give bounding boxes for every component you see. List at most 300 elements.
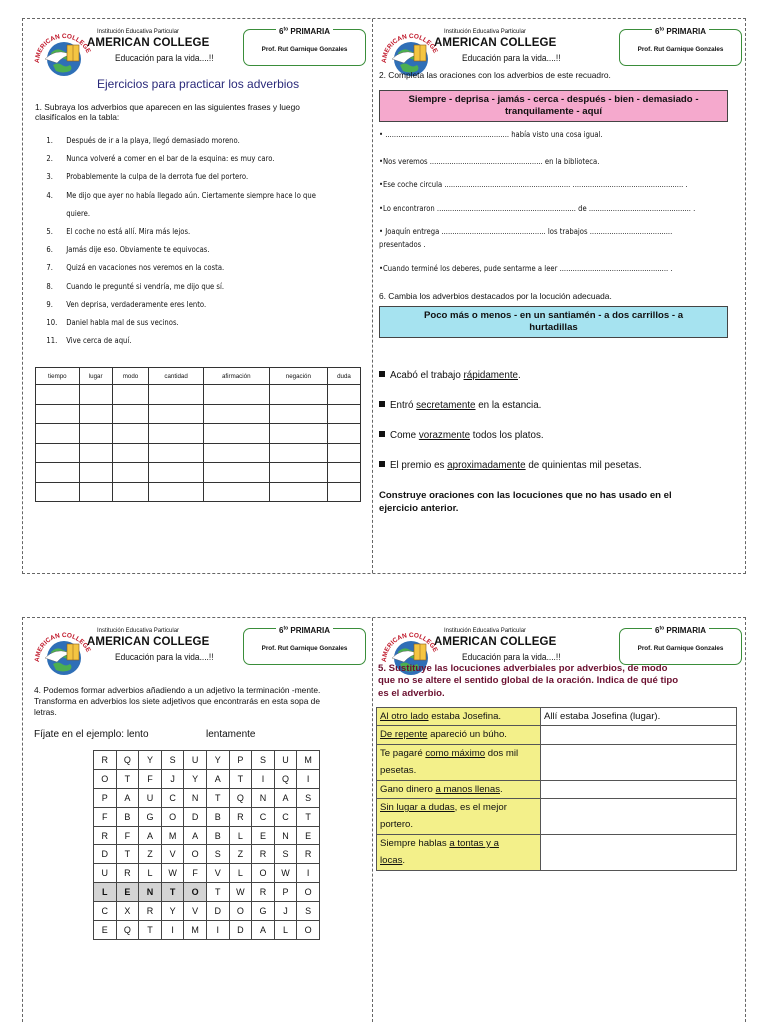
grade-label: $6^{to}$ PRIMARIA bbox=[244, 625, 365, 635]
professor-name: Prof. Rut Garnique Gonzales bbox=[637, 645, 724, 652]
grid-letter[interactable]: O bbox=[161, 807, 184, 826]
grid-letter[interactable]: L bbox=[94, 883, 117, 902]
highlighted-adverb: rápidamente bbox=[463, 370, 518, 381]
grid-letter[interactable]: D bbox=[206, 902, 229, 921]
grid-letter[interactable]: M bbox=[161, 826, 184, 845]
table-cell[interactable] bbox=[328, 482, 361, 502]
table-cell[interactable] bbox=[269, 463, 327, 483]
cell-line: Gano dinero a manos llenas. bbox=[380, 783, 503, 795]
exercise-6-instructions: 6. Cambia los adverbios destacados por la locución adecuada. bbox=[379, 291, 612, 301]
cell-line: Te pagaré como máximo dos mil bbox=[380, 747, 519, 759]
table-cell[interactable] bbox=[328, 424, 361, 444]
sentence-text: Me dijo que ayer no había llegado aún. Ciertamente siempre hace lo que bbox=[66, 190, 316, 200]
grid-letter[interactable]: R bbox=[139, 902, 162, 921]
cell-line: locas. bbox=[380, 855, 406, 867]
table-cell[interactable] bbox=[328, 443, 361, 463]
table-header: afirmación bbox=[203, 368, 269, 385]
table-cell[interactable] bbox=[36, 424, 80, 444]
grid-letter[interactable]: W bbox=[161, 864, 184, 883]
adverb-word-box: Siempre - deprisa - jamás - cerca - después - bien - demasiado - tranquilamente - aquí bbox=[379, 90, 728, 122]
grid-letter[interactable]: T bbox=[206, 883, 229, 902]
table-row bbox=[377, 744, 737, 780]
table-cell[interactable] bbox=[79, 443, 112, 463]
grid-letter[interactable]: O bbox=[297, 921, 320, 940]
grid-letter[interactable]: R bbox=[252, 883, 275, 902]
page-title: Ejercicios para practicar los adverbios bbox=[97, 77, 300, 91]
grid-letter[interactable]: E bbox=[94, 921, 117, 940]
professor-name: Prof. Rut Garnique Gonzales bbox=[261, 645, 348, 652]
grid-letter[interactable]: E bbox=[252, 826, 275, 845]
grid-letter[interactable]: T bbox=[229, 769, 252, 788]
grid-letter[interactable]: T bbox=[116, 769, 139, 788]
grid-letter[interactable]: F bbox=[116, 826, 139, 845]
school-name: AMERICAN COLLEGE bbox=[434, 37, 557, 49]
school-name: AMERICAN COLLEGE bbox=[87, 37, 210, 49]
grid-letter[interactable]: I bbox=[297, 769, 320, 788]
grid-letter[interactable]: W bbox=[274, 864, 297, 883]
table-cell[interactable] bbox=[203, 463, 269, 483]
locution-word-box: Poco más o menos - en un santiamén - a dos carrillos - a hurtadillas bbox=[379, 306, 728, 338]
table-row bbox=[377, 780, 737, 798]
table-cell[interactable] bbox=[36, 385, 80, 405]
table-cell[interactable] bbox=[36, 463, 80, 483]
grid-letter[interactable]: B bbox=[116, 807, 139, 826]
adverbial-locution: como máximo bbox=[425, 747, 486, 759]
table-cell[interactable] bbox=[149, 443, 203, 463]
exercise-1-instructions: 1. Subraya los adverbios que aparecen en las siguientes frases y luego clasifícalos en la tabla: bbox=[35, 102, 300, 122]
classification-table bbox=[35, 367, 361, 502]
grid-letter[interactable]: N bbox=[274, 826, 297, 845]
grid-letter[interactable]: O bbox=[94, 769, 117, 788]
table-row bbox=[36, 385, 361, 405]
school-header bbox=[31, 622, 366, 680]
grid-letter[interactable]: R bbox=[229, 807, 252, 826]
locution-sentence bbox=[379, 430, 544, 441]
svg-text:AMERICAN COLLEGE: AMERICAN COLLEGE bbox=[380, 631, 439, 663]
grid-letter[interactable]: C bbox=[161, 788, 184, 807]
grid-letter[interactable]: D bbox=[184, 807, 207, 826]
sentence-text: . bbox=[518, 370, 521, 381]
grid-letter[interactable]: R bbox=[252, 845, 275, 864]
svg-text:AMERICAN COLLEGE: AMERICAN COLLEGE bbox=[33, 631, 92, 663]
grid-letter[interactable]: O bbox=[184, 845, 207, 864]
school-name: AMERICAN COLLEGE bbox=[434, 636, 557, 648]
institution-label: Institución Educativa Particular bbox=[444, 628, 527, 634]
table-cell[interactable] bbox=[328, 404, 361, 424]
fill-in-sentence[interactable]: presentados . bbox=[379, 240, 426, 249]
grid-letter[interactable]: L bbox=[229, 864, 252, 883]
grid-row bbox=[94, 769, 320, 788]
table-cell[interactable] bbox=[269, 404, 327, 424]
sentence-number: 6. bbox=[46, 245, 53, 255]
table-cell[interactable] bbox=[149, 424, 203, 444]
fill-in-sentence[interactable]: •Lo encontraron ................................................................ de ............................................... . bbox=[379, 204, 696, 213]
cell-line: De repente apareció un búho. bbox=[380, 729, 507, 741]
highlighted-adverb: aproximadamente bbox=[447, 460, 526, 471]
table-cell[interactable] bbox=[79, 463, 112, 483]
table-cell[interactable] bbox=[149, 404, 203, 424]
cell-line: Sin lugar a dudas, es el mejor bbox=[380, 802, 507, 814]
grid-letter[interactable]: C bbox=[94, 902, 117, 921]
grid-letter[interactable]: T bbox=[161, 883, 184, 902]
locution-cell bbox=[377, 780, 541, 798]
grid-row bbox=[94, 921, 320, 940]
bullet-square-icon bbox=[379, 461, 385, 467]
sentence-number: 2. bbox=[46, 154, 53, 164]
grid-letter[interactable]: B bbox=[206, 826, 229, 845]
answer-cell[interactable] bbox=[541, 744, 737, 780]
grid-letter[interactable]: A bbox=[139, 826, 162, 845]
grid-letter[interactable]: G bbox=[139, 807, 162, 826]
locution-cell bbox=[377, 744, 541, 780]
grid-letter[interactable]: C bbox=[274, 807, 297, 826]
grid-row bbox=[94, 845, 320, 864]
table-cell[interactable] bbox=[112, 385, 149, 405]
grid-row bbox=[94, 864, 320, 883]
worksheet-page-1 bbox=[22, 18, 746, 574]
table-cell[interactable] bbox=[79, 424, 112, 444]
grid-letter[interactable]: P bbox=[274, 883, 297, 902]
grid-letter[interactable]: O bbox=[252, 864, 275, 883]
exercise-4-instructions: 4. Podemos formar adverbios añadiendo a un adjetivo la terminación -mente. Transforma en adverbios los siete adjetivos que encontrarás en esta sopa de letras. bbox=[34, 685, 321, 718]
table-cell[interactable] bbox=[149, 385, 203, 405]
grid-letter[interactable]: U bbox=[274, 751, 297, 770]
grid-letter[interactable]: N bbox=[139, 883, 162, 902]
grid-row bbox=[94, 826, 320, 845]
grid-letter[interactable]: E bbox=[116, 883, 139, 902]
table-cell[interactable] bbox=[112, 463, 149, 483]
grid-letter[interactable]: O bbox=[184, 883, 207, 902]
grid-letter[interactable]: S bbox=[161, 751, 184, 770]
sentence-text: Daniel habla mal de sus vecinos. bbox=[66, 318, 179, 327]
sentence-number: 3. bbox=[46, 172, 53, 182]
grid-letter[interactable]: T bbox=[116, 845, 139, 864]
word-search-grid bbox=[93, 750, 320, 940]
grid-letter[interactable]: Y bbox=[184, 769, 207, 788]
table-cell[interactable] bbox=[328, 463, 361, 483]
school-logo-icon bbox=[31, 23, 95, 81]
grade-box bbox=[243, 26, 366, 66]
sentence-number: 10. bbox=[46, 318, 58, 327]
sentence-text: Quizá en vacaciones nos veremos en la costa. bbox=[66, 263, 225, 273]
institution-label: Institución Educativa Particular bbox=[444, 29, 527, 35]
locution-replacement-table bbox=[376, 707, 737, 871]
svg-text:AMERICAN COLLEGE: AMERICAN COLLEGE bbox=[380, 32, 439, 64]
table-row bbox=[377, 834, 737, 870]
table-header: modo bbox=[112, 368, 149, 385]
grid-letter[interactable]: T bbox=[139, 921, 162, 940]
grid-row bbox=[94, 883, 320, 902]
bullet-square-icon bbox=[379, 431, 385, 437]
sentence-number: 9. bbox=[46, 299, 53, 309]
institution-label: Institución Educativa Particular bbox=[97, 29, 180, 35]
grade-box bbox=[243, 625, 366, 665]
grid-letter[interactable]: N bbox=[184, 788, 207, 807]
adverbial-locution: De repente bbox=[380, 729, 428, 741]
grade-label: $6^{to}$ PRIMARIA bbox=[620, 625, 741, 635]
grid-letter[interactable]: O bbox=[229, 902, 252, 921]
table-cell[interactable] bbox=[203, 385, 269, 405]
grid-letter[interactable]: T bbox=[206, 788, 229, 807]
svg-text:AMERICAN COLLEGE: AMERICAN COLLEGE bbox=[33, 32, 92, 64]
answer-cell[interactable] bbox=[541, 834, 737, 870]
professor-name: Prof. Rut Garnique Gonzales bbox=[637, 46, 724, 53]
locution-cell bbox=[377, 726, 541, 744]
bullet-square-icon bbox=[379, 401, 385, 407]
table-cell[interactable] bbox=[79, 482, 112, 502]
table-cell[interactable] bbox=[36, 404, 80, 424]
adverbial-locution: locas bbox=[380, 855, 403, 867]
example-label: Fíjate en el ejemplo: lento bbox=[34, 729, 149, 740]
table-cell[interactable] bbox=[269, 385, 327, 405]
grid-letter[interactable]: U bbox=[94, 864, 117, 883]
grade-label: $6^{to}$ PRIMARIA bbox=[620, 26, 741, 36]
adverbial-locution: a manos llenas bbox=[435, 783, 500, 795]
grid-letter[interactable]: S bbox=[252, 751, 275, 770]
grid-letter[interactable]: M bbox=[184, 921, 207, 940]
locution-cell bbox=[377, 799, 541, 835]
sentence-text: Cuando le pregunté si vendría, me dijo que sí. bbox=[66, 281, 225, 291]
table-header: negación bbox=[269, 368, 327, 385]
grid-letter[interactable]: P bbox=[229, 751, 252, 770]
school-motto: Educación para la vida....!! bbox=[462, 53, 561, 64]
sentence-text: quiere. bbox=[66, 208, 91, 218]
highlighted-adverb: secretamente bbox=[416, 400, 476, 411]
table-cell[interactable] bbox=[203, 482, 269, 502]
right-column bbox=[373, 19, 746, 573]
sentence-text: Vive cerca de aquí. bbox=[66, 336, 132, 346]
closing-instruction: Construye oraciones con las locuciones que no has usado en el ejercicio anterior. bbox=[379, 490, 672, 514]
sentence-number: 7. bbox=[46, 263, 53, 273]
locution-cell bbox=[377, 708, 541, 726]
worksheet-page-2 bbox=[22, 617, 746, 1024]
grid-row bbox=[94, 807, 320, 826]
table-row bbox=[36, 404, 361, 424]
table-row bbox=[36, 443, 361, 463]
table-cell[interactable] bbox=[269, 443, 327, 463]
grid-letter[interactable]: U bbox=[139, 788, 162, 807]
fill-in-sentence[interactable]: •Cuando terminé los deberes, pude sentarme a leer .................................................. . bbox=[379, 264, 673, 273]
grid-letter[interactable]: F bbox=[139, 769, 162, 788]
school-motto: Educación para la vida....!! bbox=[115, 652, 214, 663]
sentence-text: Probablemente la culpa de la derrota fue del portero. bbox=[66, 172, 249, 182]
grid-letter[interactable]: Y bbox=[206, 751, 229, 770]
sentence-text: Jamás dije eso. Obviamente te equivocas. bbox=[66, 245, 210, 255]
school-name: AMERICAN COLLEGE bbox=[87, 636, 210, 648]
grid-row bbox=[94, 751, 320, 770]
cell-line: portero. bbox=[380, 819, 414, 831]
professor-name: Prof. Rut Garnique Gonzales bbox=[261, 46, 348, 53]
locution-sentence bbox=[379, 400, 541, 411]
grid-letter[interactable]: A bbox=[274, 788, 297, 807]
right-column bbox=[373, 618, 746, 1024]
table-header: duda bbox=[328, 368, 361, 385]
grid-letter[interactable]: J bbox=[274, 902, 297, 921]
grade-label: $6^{to}$ PRIMARIA bbox=[244, 26, 365, 36]
exercise-2-instructions: 2. Completa las oraciones con los adverbios de este recuadro. bbox=[379, 70, 611, 80]
grid-letter[interactable]: A bbox=[206, 769, 229, 788]
table-cell[interactable] bbox=[112, 424, 149, 444]
sentence-text: de quinientas mil pesetas. bbox=[525, 460, 642, 471]
sentence-text: El coche no está allí. Mira más lejos. bbox=[66, 227, 191, 236]
sentence-number: 1. bbox=[46, 136, 53, 145]
grid-row bbox=[94, 788, 320, 807]
table-cell[interactable] bbox=[269, 482, 327, 502]
locution-cell bbox=[377, 834, 541, 870]
grid-letter[interactable]: V bbox=[184, 902, 207, 921]
grid-letter[interactable]: D bbox=[229, 921, 252, 940]
table-cell[interactable] bbox=[79, 404, 112, 424]
grid-letter[interactable]: G bbox=[252, 902, 275, 921]
sentence-text: El premio es bbox=[390, 460, 448, 471]
school-motto: Educación para la vida....!! bbox=[462, 652, 561, 663]
grid-letter[interactable]: F bbox=[184, 864, 207, 883]
sentence-number: 8. bbox=[46, 281, 53, 291]
table-header: tiempo bbox=[36, 368, 80, 385]
grid-letter[interactable]: S bbox=[297, 902, 320, 921]
grid-letter[interactable]: Z bbox=[229, 845, 252, 864]
grid-letter[interactable]: U bbox=[184, 751, 207, 770]
table-cell[interactable] bbox=[328, 385, 361, 405]
grid-letter[interactable]: Q bbox=[116, 921, 139, 940]
grid-letter[interactable]: I bbox=[161, 921, 184, 940]
grid-letter[interactable]: L bbox=[139, 864, 162, 883]
grid-letter[interactable]: Y bbox=[139, 751, 162, 770]
example-answer: lentamente bbox=[206, 729, 256, 740]
institution-label: Institución Educativa Particular bbox=[97, 628, 180, 634]
sentence-number: 5. bbox=[46, 227, 53, 236]
grid-letter[interactable]: Q bbox=[229, 788, 252, 807]
grid-letter[interactable]: V bbox=[161, 845, 184, 864]
grid-letter[interactable]: S bbox=[297, 788, 320, 807]
grade-box bbox=[619, 26, 742, 66]
sentence-text: Nunca volveré a comer en el bar de la esquina: es muy caro. bbox=[66, 154, 275, 164]
table-row bbox=[377, 799, 737, 835]
grid-letter[interactable]: B bbox=[206, 807, 229, 826]
left-column bbox=[23, 618, 372, 1024]
left-column bbox=[23, 19, 372, 573]
exercise-5-instructions: 5. Sustituye las locuciones adverbiales por adverbios, de modo que no se altere el sentido global de la oración. Indica de qué tipo es el adverbio. bbox=[378, 663, 679, 699]
grid-letter[interactable]: I bbox=[206, 921, 229, 940]
table-cell[interactable] bbox=[269, 424, 327, 444]
adverbial-locution: a tontas y a bbox=[449, 837, 499, 849]
school-header bbox=[31, 23, 366, 81]
grid-letter[interactable]: Q bbox=[274, 769, 297, 788]
grid-letter[interactable]: R bbox=[116, 864, 139, 883]
grid-letter[interactable]: T bbox=[297, 807, 320, 826]
adverbial-locution: Al otro lado bbox=[380, 711, 429, 722]
sentence-text: Entró bbox=[390, 400, 417, 411]
fill-in-sentence[interactable]: •Ese coche circula .......................................................... ................................................... . bbox=[379, 180, 688, 189]
grid-letter[interactable]: V bbox=[206, 864, 229, 883]
grid-letter[interactable]: M bbox=[297, 751, 320, 770]
sentence-number: 11. bbox=[46, 336, 58, 346]
sentence-text: Ven deprisa, verdaderamente eres lento. bbox=[66, 299, 207, 309]
sentence-text: Come bbox=[390, 430, 419, 441]
grid-letter[interactable]: R bbox=[94, 751, 117, 770]
cell-line: pesetas. bbox=[380, 765, 417, 777]
grid-letter[interactable]: W bbox=[229, 883, 252, 902]
grade-box bbox=[619, 625, 742, 665]
sentence-text: en la estancia. bbox=[475, 400, 542, 411]
table-row bbox=[36, 424, 361, 444]
table-row bbox=[377, 726, 737, 744]
sentence-text: Después de ir a la playa, llegó demasiado moreno. bbox=[66, 136, 240, 145]
table-row bbox=[36, 482, 361, 502]
grid-letter[interactable]: E bbox=[297, 826, 320, 845]
grid-letter[interactable]: C bbox=[252, 807, 275, 826]
grid-row bbox=[94, 902, 320, 921]
table-cell[interactable] bbox=[112, 482, 149, 502]
grid-letter[interactable]: L bbox=[274, 921, 297, 940]
grid-letter[interactable]: S bbox=[274, 845, 297, 864]
grid-letter[interactable]: R bbox=[297, 845, 320, 864]
table-cell[interactable] bbox=[36, 443, 80, 463]
grid-letter[interactable]: L bbox=[229, 826, 252, 845]
fill-in-sentence[interactable]: • ......................................................... había visto una cosa igual. bbox=[379, 130, 603, 139]
highlighted-adverb: vorazmente bbox=[418, 430, 471, 441]
grid-letter[interactable]: Y bbox=[161, 902, 184, 921]
sentence-text: Acabó el trabajo bbox=[390, 370, 464, 381]
table-cell[interactable] bbox=[203, 424, 269, 444]
grid-letter[interactable]: X bbox=[116, 902, 139, 921]
grid-letter[interactable]: A bbox=[184, 826, 207, 845]
grid-letter[interactable]: I bbox=[252, 769, 275, 788]
fill-in-sentence[interactable]: •Nos veremos .................................................... en la biblioteca. bbox=[379, 157, 600, 166]
locution-sentence bbox=[379, 370, 521, 381]
table-cell[interactable] bbox=[112, 443, 149, 463]
bullet-square-icon bbox=[379, 371, 385, 377]
grid-letter[interactable]: N bbox=[252, 788, 275, 807]
table-row bbox=[377, 708, 737, 726]
grid-letter[interactable]: Q bbox=[116, 751, 139, 770]
grid-letter[interactable]: P bbox=[94, 788, 117, 807]
grid-letter[interactable]: D bbox=[94, 845, 117, 864]
table-cell[interactable] bbox=[79, 385, 112, 405]
answer-cell[interactable] bbox=[541, 726, 737, 744]
table-cell[interactable] bbox=[149, 463, 203, 483]
grid-letter[interactable]: Z bbox=[139, 845, 162, 864]
grid-letter[interactable]: A bbox=[252, 921, 275, 940]
grid-letter[interactable]: O bbox=[297, 883, 320, 902]
table-row bbox=[36, 463, 361, 483]
table-cell[interactable] bbox=[203, 404, 269, 424]
adverbial-locution: Sin lugar a dudas bbox=[380, 802, 455, 814]
table-cell[interactable] bbox=[112, 404, 149, 424]
cell-line: Al otro lado estaba Josefina. bbox=[380, 711, 502, 722]
school-motto: Educación para la vida....!! bbox=[115, 53, 214, 64]
cell-line: Siempre hablas a tontas y a bbox=[380, 837, 499, 849]
fill-in-sentence[interactable]: • Joaquín entrega ................................................ los trabajos ...................................... bbox=[379, 227, 673, 236]
grid-letter[interactable]: I bbox=[297, 864, 320, 883]
table-cell[interactable] bbox=[203, 443, 269, 463]
school-logo-icon bbox=[31, 622, 95, 680]
grid-letter[interactable]: J bbox=[161, 769, 184, 788]
table-header: cantidad bbox=[149, 368, 203, 385]
table-cell[interactable] bbox=[149, 482, 203, 502]
grid-letter[interactable]: A bbox=[116, 788, 139, 807]
grid-letter[interactable]: R bbox=[94, 826, 117, 845]
grid-letter[interactable]: S bbox=[206, 845, 229, 864]
answer-cell[interactable] bbox=[541, 799, 737, 835]
sentence-text: todos los platos. bbox=[470, 430, 544, 441]
locution-sentence bbox=[379, 460, 642, 471]
answer-cell[interactable] bbox=[541, 780, 737, 798]
grid-letter[interactable]: F bbox=[94, 807, 117, 826]
answer-cell[interactable]: Allí estaba Josefina (lugar). bbox=[541, 708, 737, 726]
table-cell[interactable] bbox=[36, 482, 80, 502]
sentence-number: 4. bbox=[46, 190, 53, 200]
